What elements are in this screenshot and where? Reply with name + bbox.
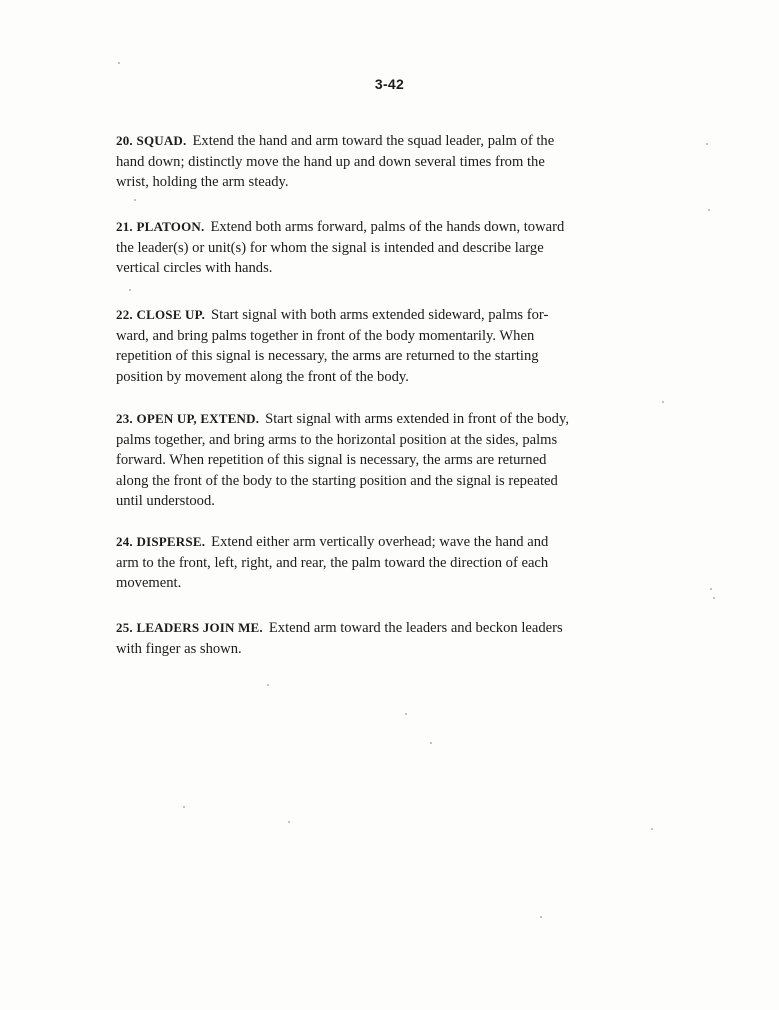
scan-speck xyxy=(662,401,664,403)
scan-speck xyxy=(540,916,542,918)
scan-speck xyxy=(651,828,653,830)
paragraph-line: Extend arm toward the leaders and beckon leaders xyxy=(268,620,563,636)
scan-speck xyxy=(708,209,710,211)
paragraph-first-line xyxy=(116,131,614,152)
scan-speck xyxy=(118,62,120,64)
scan-speck xyxy=(183,806,185,808)
paragraph-leaders-join-me xyxy=(116,618,614,659)
paragraph-line: hand down; distinctly move the hand up and down several times from the xyxy=(116,153,545,170)
paragraph-line: with finger as shown. xyxy=(116,640,242,657)
paragraph-line: Extend the hand and arm toward the squad leader, palm of the xyxy=(192,133,555,149)
paragraph-line: palms together, and bring arms to the horizontal position at the sides, palms xyxy=(116,431,558,448)
paragraph-line: the leader(s) or unit(s) for whom the signal is intended and describe large xyxy=(116,239,544,256)
paragraph-line: Extend either arm vertically overhead; wave the hand and xyxy=(211,534,549,550)
scan-speck xyxy=(134,199,136,201)
scan-speck xyxy=(129,289,131,291)
page-number: 3-42 xyxy=(374,76,405,92)
paragraph-line: until understood. xyxy=(116,493,215,509)
paragraph-line: wrist, holding the arm steady. xyxy=(116,174,289,190)
paragraph-number: 21. xyxy=(116,219,133,234)
paragraph-close-up xyxy=(116,305,614,387)
scan-speck xyxy=(430,742,432,744)
paragraph-line: vertical circles with hands. xyxy=(116,260,273,276)
paragraph-heading: DISPERSE. xyxy=(136,534,206,549)
paragraph-first-line xyxy=(116,305,614,326)
paragraph-first-line xyxy=(116,217,614,238)
paragraph-disperse xyxy=(116,532,614,594)
scan-speck xyxy=(288,821,290,823)
paragraph-first-line xyxy=(116,618,614,639)
paragraph-number: 22. xyxy=(116,307,133,322)
paragraph-open-up-extend xyxy=(116,409,614,512)
paragraph-first-line xyxy=(116,532,614,553)
paragraph-heading: LEADERS JOIN ME. xyxy=(136,620,263,635)
scan-speck xyxy=(706,143,708,145)
paragraph-line: position by movement along the front of the body. xyxy=(116,368,409,385)
paragraph-number: 20. xyxy=(116,133,133,148)
scan-speck xyxy=(710,588,712,590)
paragraph-heading: OPEN UP, EXTEND. xyxy=(136,411,260,426)
paragraph-line: along the front of the body to the starting position and the signal is repeated xyxy=(116,472,558,489)
paragraph-heading: SQUAD. xyxy=(136,133,187,148)
paragraph-line: Extend both arms forward, palms of the hands down, toward xyxy=(210,219,565,235)
paragraph-number: 24. xyxy=(116,534,133,549)
paragraph-number: 25. xyxy=(116,620,133,635)
paragraph-line: forward. When repetition of this signal is necessary, the arms are returned xyxy=(116,452,547,468)
paragraph-squad xyxy=(116,131,614,193)
paragraph-number: 23. xyxy=(116,411,133,426)
scan-speck xyxy=(267,684,269,686)
paragraph-heading: CLOSE UP. xyxy=(136,307,206,322)
paragraph-line: movement. xyxy=(116,575,182,591)
paragraph-first-line xyxy=(116,409,614,430)
paragraph-line: ward, and bring palms together in front of the body momentarily. When xyxy=(116,327,535,344)
paragraph-line: Start signal with arms extended in front of the body, xyxy=(265,411,569,427)
paragraph-line: arm to the front, left, right, and rear, the palm toward the direction of each xyxy=(116,554,549,571)
scan-speck xyxy=(405,713,407,715)
paragraph-heading: PLATOON. xyxy=(136,219,205,234)
scan-speck xyxy=(713,597,715,599)
paragraph-line: repetition of this signal is necessary, the arms are returned to the starting xyxy=(116,348,539,364)
paragraph-line: Start signal with both arms extended sideward, palms for- xyxy=(211,307,549,323)
paragraph-platoon xyxy=(116,217,614,279)
